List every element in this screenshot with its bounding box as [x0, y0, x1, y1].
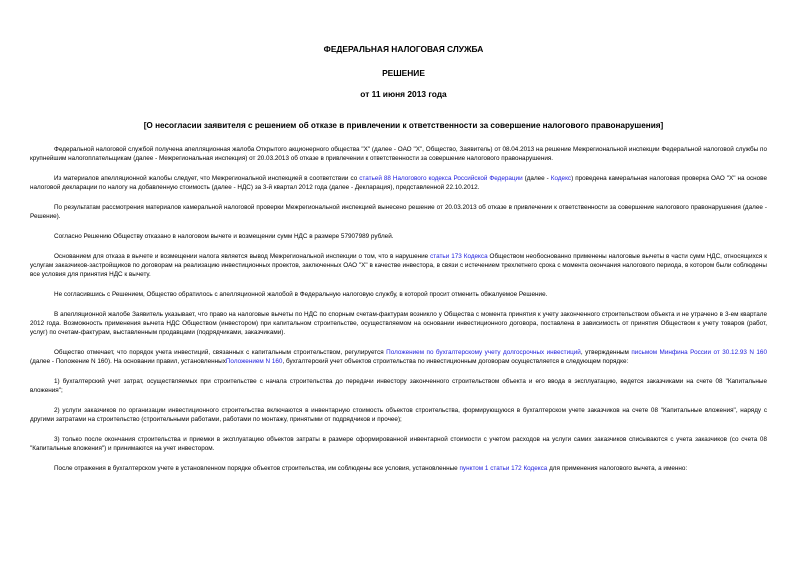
paragraph: Федеральной налоговой службой получена апелляционная жалоба Открытого акционерного общества "Х" (далее - ОАО "Х", Общество, Заявитель) от 08.04.2013 на решение Межрегиональной инспекции Федеральной налоговой службы по крупнейшим налогоплательщикам (далее - Межрегиональная инспекция) от 20.03.2013 об отказе в привлечении к ответственности за совершение налогового правонарушения.: [30, 146, 767, 162]
paragraph-text: Общество отмечает, что порядок учета инвестиций, связанных с капитальным строительством, регулируется: [54, 348, 387, 356]
document-body: [30, 146, 767, 485]
list-item: 2) услуги заказчиков по организации инвестиционного строительства включаются в инвентарную стоимость объектов строительства, формирующуюся в бухгалтерском учете заказчиков на счете 08 "Капитальные вложения", наряду с другими затратами на строительство (строительными работами, работами по монтажу, принятыми от подрядчиков и прочее);: [30, 406, 767, 423]
paragraph-text: Из материалов апелляционной жалобы следует, что Межрегиональной инспекцией в соответствии со: [54, 174, 360, 182]
paragraph-text: (далее -: [522, 174, 551, 182]
link-regulation-160[interactable]: Положением N 160: [225, 357, 283, 365]
paragraph: В апелляционной жалобе Заявитель указывает, что право на налоговые вычеты по НДС по спорным счетам-фактурам возникло у Общества с момента принятия к учету законченного строительством объекта и не утрачено в 3-ем квартале 2012 года. Возможность применения вычета НДС Обществом (инвестором) при капитальном строительстве, осуществляемом на основании инвестиционного договора, поставлена в зависимость от принятия Обществом к учету товаров (работ, услуг) по счетам-фактурам, выставленным продавцами (подрядчиками, заказчиками).: [30, 311, 767, 336]
paragraph: [30, 465, 767, 474]
paragraph: Согласно Решению Обществу отказано в налоговом вычете и возмещении сумм НДС в размере 57907989 рублей.: [54, 232, 394, 240]
paragraph: [30, 349, 767, 367]
paragraph-text: (далее - Положение N 160). На основании правил, установленных: [30, 357, 226, 365]
list-item: 1) бухгалтерский учет затрат, осуществляемых при строительстве с начала строительства до передачи инвестору законченного строительством объекта и его ввода в эксплуатацию, ведется заказчиками на счете 08 "Капитальные вложения";: [30, 377, 767, 394]
document-date: от 11 июня 2013 года: [360, 89, 447, 99]
paragraph: [30, 253, 767, 279]
paragraph-text: , утвержденным: [580, 348, 632, 356]
link-regulation-investments[interactable]: Положением по бухгалтерскому учету долгосрочных инвестиций: [386, 348, 581, 356]
paragraph: По результатам рассмотрения материалов камеральной налоговой проверки Межрегиональной инспекцией вынесено решение от 20.03.2013 об отказе в привлечении к ответственности за совершение налогового правонарушения (далее - Решение).: [30, 203, 767, 220]
link-article-173[interactable]: статьи 173 Кодекса: [430, 253, 488, 261]
link-article-88[interactable]: статьей 88 Налогового кодекса Российской Федерации: [359, 174, 523, 182]
paragraph: [30, 175, 767, 193]
link-article-172[interactable]: пунктом 1 статьи 172 Кодекса: [459, 464, 548, 472]
document-type: РЕШЕНИЕ: [382, 68, 425, 78]
paragraph-text: ) проведена камеральная налоговая проверка ОАО "Х" на основе налоговой декларации по налогу на добавленную стоимость (далее - НДС) за 3-й квартал 2012 года (далее - Декларация), представленной 22.10.2012.: [30, 174, 767, 191]
paragraph-text: После отражения в бухгалтерском учете в установленном порядке объектов строительства, им соблюдены все условия, установленные: [54, 464, 460, 472]
document-subject: [О несогласии заявителя с решением об отказе в привлечении к ответственности за совершение налогового правонарушения]: [143, 121, 664, 130]
link-minfin-letter[interactable]: письмом Минфина России от 30.12.93 N 160: [631, 348, 767, 356]
paragraph-text: Обществом необоснованно применены налоговые вычеты в части сумм НДС, относящихся к услугам заказчиков-застройщиков по договорам на реализацию инвестиционных проектов, заключенных ОАО "Х" в качестве инвестора, в связи с истечением трехлетнего срока с момента окончания налогового периода, в котором были соблюдены все условия для принятия НДС к вычету.: [30, 253, 767, 278]
link-code[interactable]: Кодекс: [550, 174, 572, 182]
paragraph-text: для применения налогового вычета, а именно:: [547, 464, 688, 472]
agency-name: ФЕДЕРАЛЬНАЯ НАЛОГОВАЯ СЛУЖБА: [323, 44, 484, 54]
paragraph-text: , бухгалтерский учет объектов строительства по инвестиционным договорам осуществляется в следующем порядке:: [282, 357, 629, 365]
paragraph-text: Основанием для отказа в вычете и возмещении налога является вывод Межрегиональной инспекции о том, что в нарушение: [54, 253, 431, 261]
paragraph: Не согласившись с Решением, Общество обратилось с апелляционной жалобой в Федеральную налоговую службу, в которой просит отменить обжалуемое Решение.: [54, 290, 548, 298]
list-item: 3) только после окончания строительства и приемки в эксплуатацию объектов затраты в размере сформированной инвентарной стоимости с учетом расходов на услуги самих заказчиков списываются с учета заказчиков (со счета 08 "Капитальные вложения") и принимаются на учет инвестором.: [30, 435, 767, 452]
